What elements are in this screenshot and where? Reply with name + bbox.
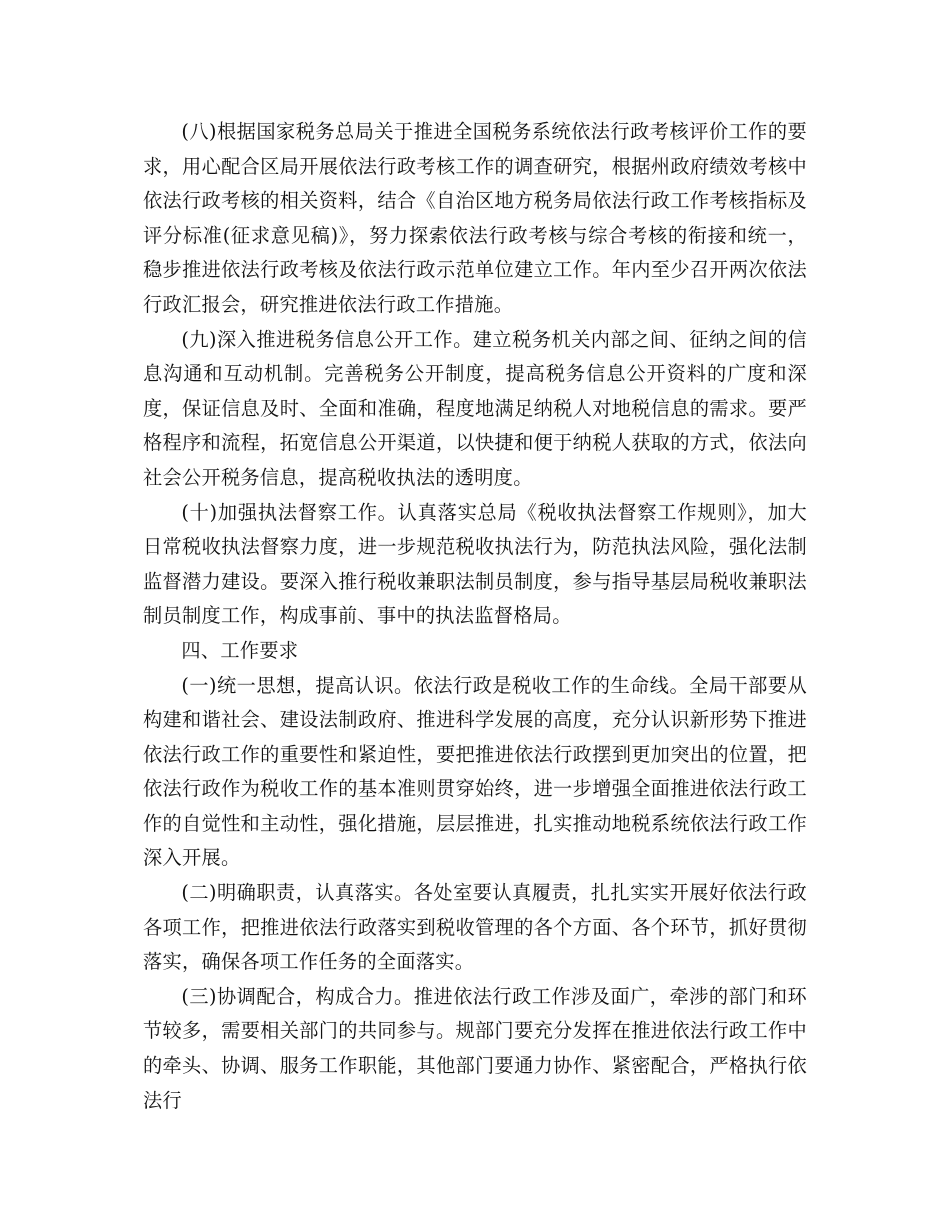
paragraph-requirement-3: (三)协调配合，构成合力。推进依法行政工作涉及面广，牵涉的部门和环节较多，需要相关部门的共同参与。规部门要充分发挥在推进依法行政工作中的牵头、协调、服务工作职能，其他部门要通力协作、紧密配合，严格执行依法行	[143, 984, 807, 1112]
paragraph-requirement-1: (一)统一思想，提高认识。依法行政是税收工作的生命线。全局干部要从构建和谐社会、建设法制政府、推进科学发展的高度，充分认识新形势下推进依法行政工作的重要性和紧迫性，要把推进依法行政摆到更加突出的位置，把依法行政作为税收工作的基本准则贯穿始终，进一步增强全面推进依法行政工作的自觉性和主动性，强化措施，层层推进，扎实推动地税系统依法行政工作深入开展。	[143, 673, 807, 870]
paragraph-item-8: (八)根据国家税务总局关于推进全国税务系统依法行政考核评价工作的要求，用心配合区局开展依法行政考核工作的调查研究，根据州政府绩效考核中依法行政考核的相关资料，结合《自治区地方税务局依法行政工作考核指标及评分标准(征求意见稿)》，努力探索依法行政考核与综合考核的衔接和统一，稳步推进依法行政考核及依法行政示范单位建立工作。年内至少召开两次依法行政汇报会，研究推进依法行政工作措施。	[143, 120, 807, 316]
paragraph-item-9: (九)深入推进税务信息公开工作。建立税务机关内部之间、征纳之间的信息沟通和互动机制。完善税务公开制度，提高税务信息公开资料的广度和深度，保证信息及时、全面和准确，程度地满足纳税人对地税信息的需求。要严格程序和流程，拓宽信息公开渠道，以快捷和便于纳税人获取的方式，依法向社会公开税务信息，提高税收执法的透明度。	[143, 327, 807, 489]
section-heading-work-requirements: 四、工作要求	[181, 638, 299, 662]
paragraph-requirement-2: (二)明确职责，认真落实。各处室要认真履责，扎扎实实开展好依法行政各项工作，把推进依法行政落实到税收管理的各个方面、各个环节，抓好贯彻落实，确保各项工作任务的全面落实。	[143, 881, 807, 974]
paragraph-item-10: (十)加强执法督察工作。认真落实总局《税收执法督察工作规则》，加大日常税收执法督察力度，进一步规范税收执法行为，防范执法风险，强化法制监督潜力建设。要深入推行税收兼职法制员制度，参与指导基层局税收兼职法制员制度工作，构成事前、事中的执法监督格局。	[143, 500, 807, 628]
document-body	[143, 115, 807, 1118]
